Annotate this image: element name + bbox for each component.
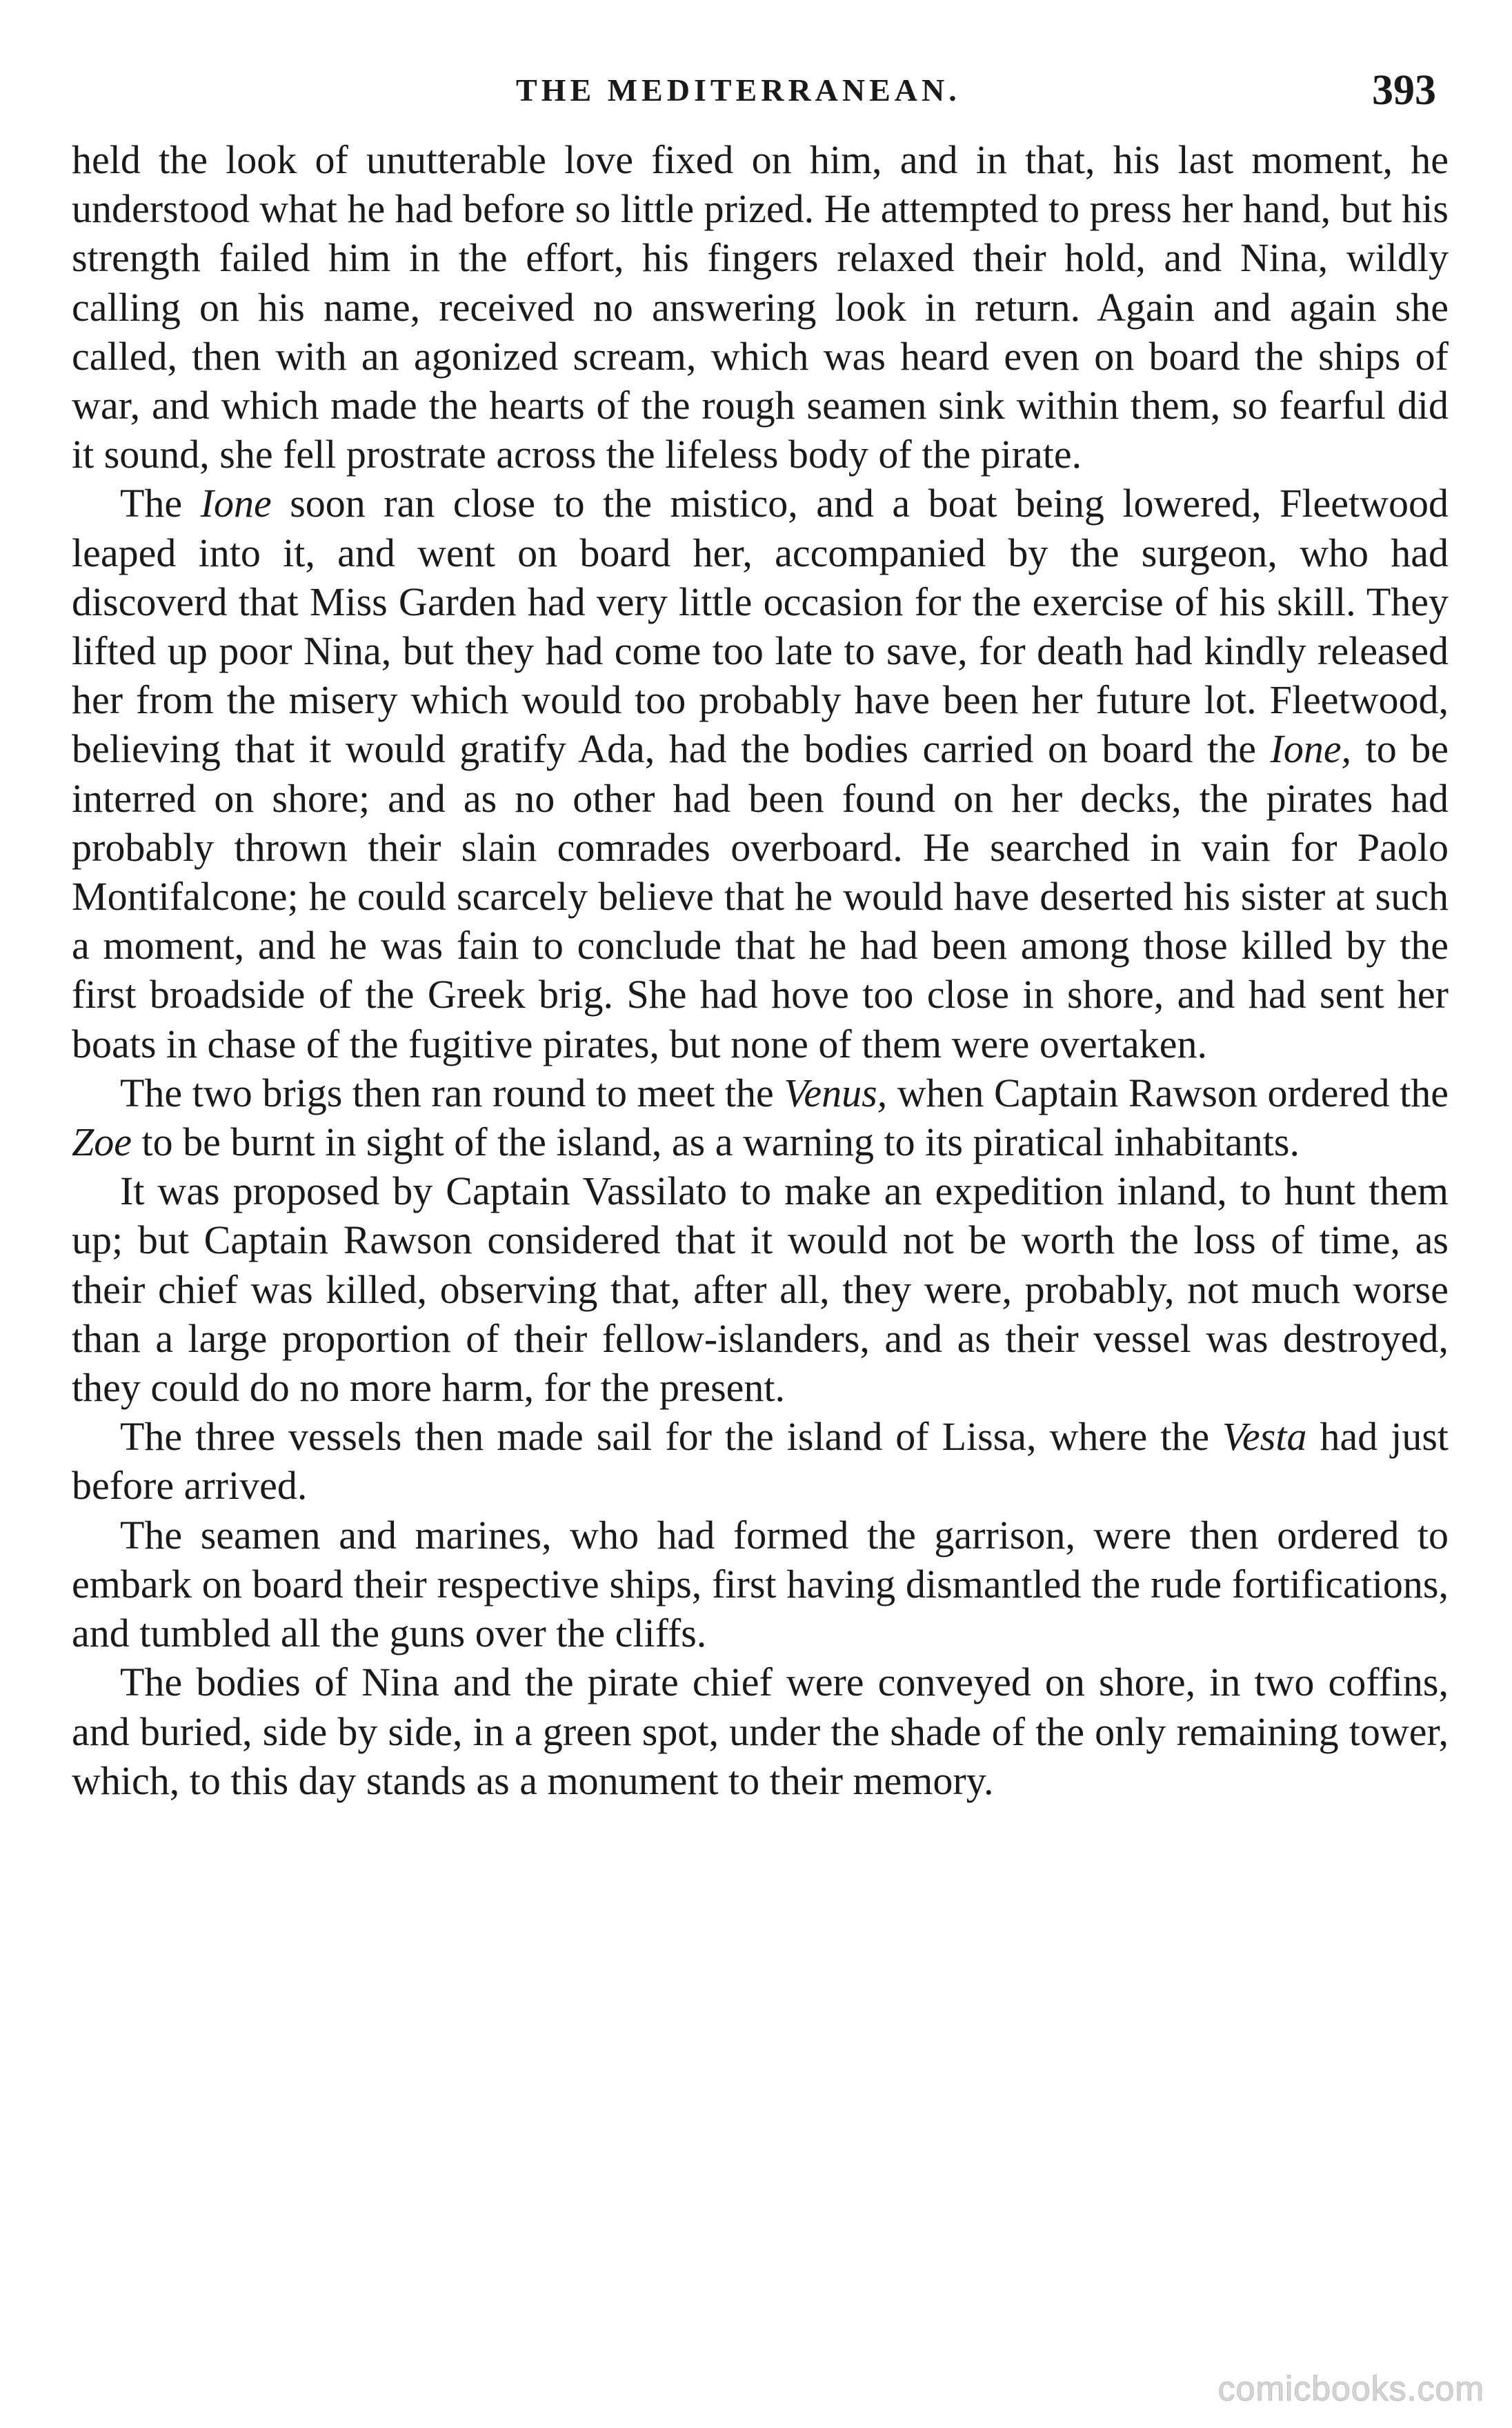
text-run: The — [120, 481, 201, 526]
text-run: It was proposed by Captain Vassilato to make an expedition inland, to hunt them up; but Captain Rawson considered that it would not be worth the loss of time, as their chief was killed, observing that, after all, they were, probably, not much worse than a large proportion of their fellow-islanders, and as their vessel was destroyed, they could do no more harm, for the present. — [72, 1168, 1449, 1411]
body-text — [72, 135, 1449, 1805]
italic-text: Ione, — [1270, 726, 1352, 772]
paragraph — [72, 1511, 1449, 1658]
paragraph — [72, 1068, 1449, 1166]
page-number: 393 — [1372, 67, 1436, 114]
text-run: The two brigs then ran round to meet the — [120, 1070, 784, 1115]
italic-text: Ione — [200, 481, 272, 526]
italic-text: Vesta — [1222, 1414, 1307, 1460]
running-title: THE MEDITERRANEAN. — [516, 72, 961, 108]
paragraph — [72, 1658, 1449, 1805]
paragraph — [72, 1412, 1449, 1510]
italic-text: Zoe — [72, 1120, 132, 1165]
text-run: The seamen and marines, who had formed the garrison, were then ordered to embark on board their respective ships, first having dismantled the rude fortifications, and tumbled all the guns over the cliffs. — [72, 1512, 1449, 1656]
text-run: The bodies of Nina and the pirate chief were conveyed on shore, in two coffins, and buried, side by side, in a green spot, under the shade of the only remaining tower, which, to this day stands as a monument to their memory. — [72, 1660, 1449, 1803]
text-run: held the look of unutterable love fixed on him, and in that, his last moment, he understood what he had before so little prized. He attempted to press her hand, but his strength failed him in the effort, his fingers relaxed their hold, and Nina, wildly calling on his name, received no answering look in return. Again and again she called, then with an agonized scream, which was heard even on board the ships of war, and which made the hearts of the rough seamen sink within them, so fearful did it sound, she fell prostrate across the lifeless body of the pirate. — [72, 137, 1449, 477]
watermark: comicbooks.com — [1217, 2369, 1484, 2408]
text-run: soon ran close to the mistico, and a boat being lowered, Fleetwood leaped into it, and went on board her, accompanied by the surgeon, who had discoverd that Miss Garden had very little occasion for the exercise of his skill. They lifted up poor Nina, but they had come too late to save, for death had kindly released her from the misery which would too probably have been her future lot. Fleetwood, believing that it would gratify Ada, had the bodies carried on board the — [72, 481, 1449, 772]
paragraph — [72, 1166, 1449, 1412]
text-run: when Captain Rawson ordered the — [887, 1070, 1449, 1115]
page-header — [0, 66, 1512, 121]
paragraph — [72, 479, 1449, 1068]
italic-text: Venus, — [784, 1070, 888, 1115]
text-run: to be burnt in sight of the island, as a warning to its piratical inhabitants. — [132, 1120, 1300, 1165]
paragraph — [72, 135, 1449, 479]
text-run: The three vessels then made sail for the island of Lissa, where the — [120, 1414, 1223, 1460]
text-run: to be interred on shore; and as no other had been found on her decks, the pirates had probably thrown their slain comrades overboard. He searched in vain for Paolo Montifalcone; he could scarcely believe that he would have deserted his sister at such a moment, and he was fain to conclude that he had been among those killed by the first broadside of the Greek brig. She had hove too close in shore, and had sent her boats in chase of the fugitive pirates, but none of them were overtaken. — [72, 726, 1449, 1066]
text-run: had just before arrived. — [72, 1414, 1449, 1509]
